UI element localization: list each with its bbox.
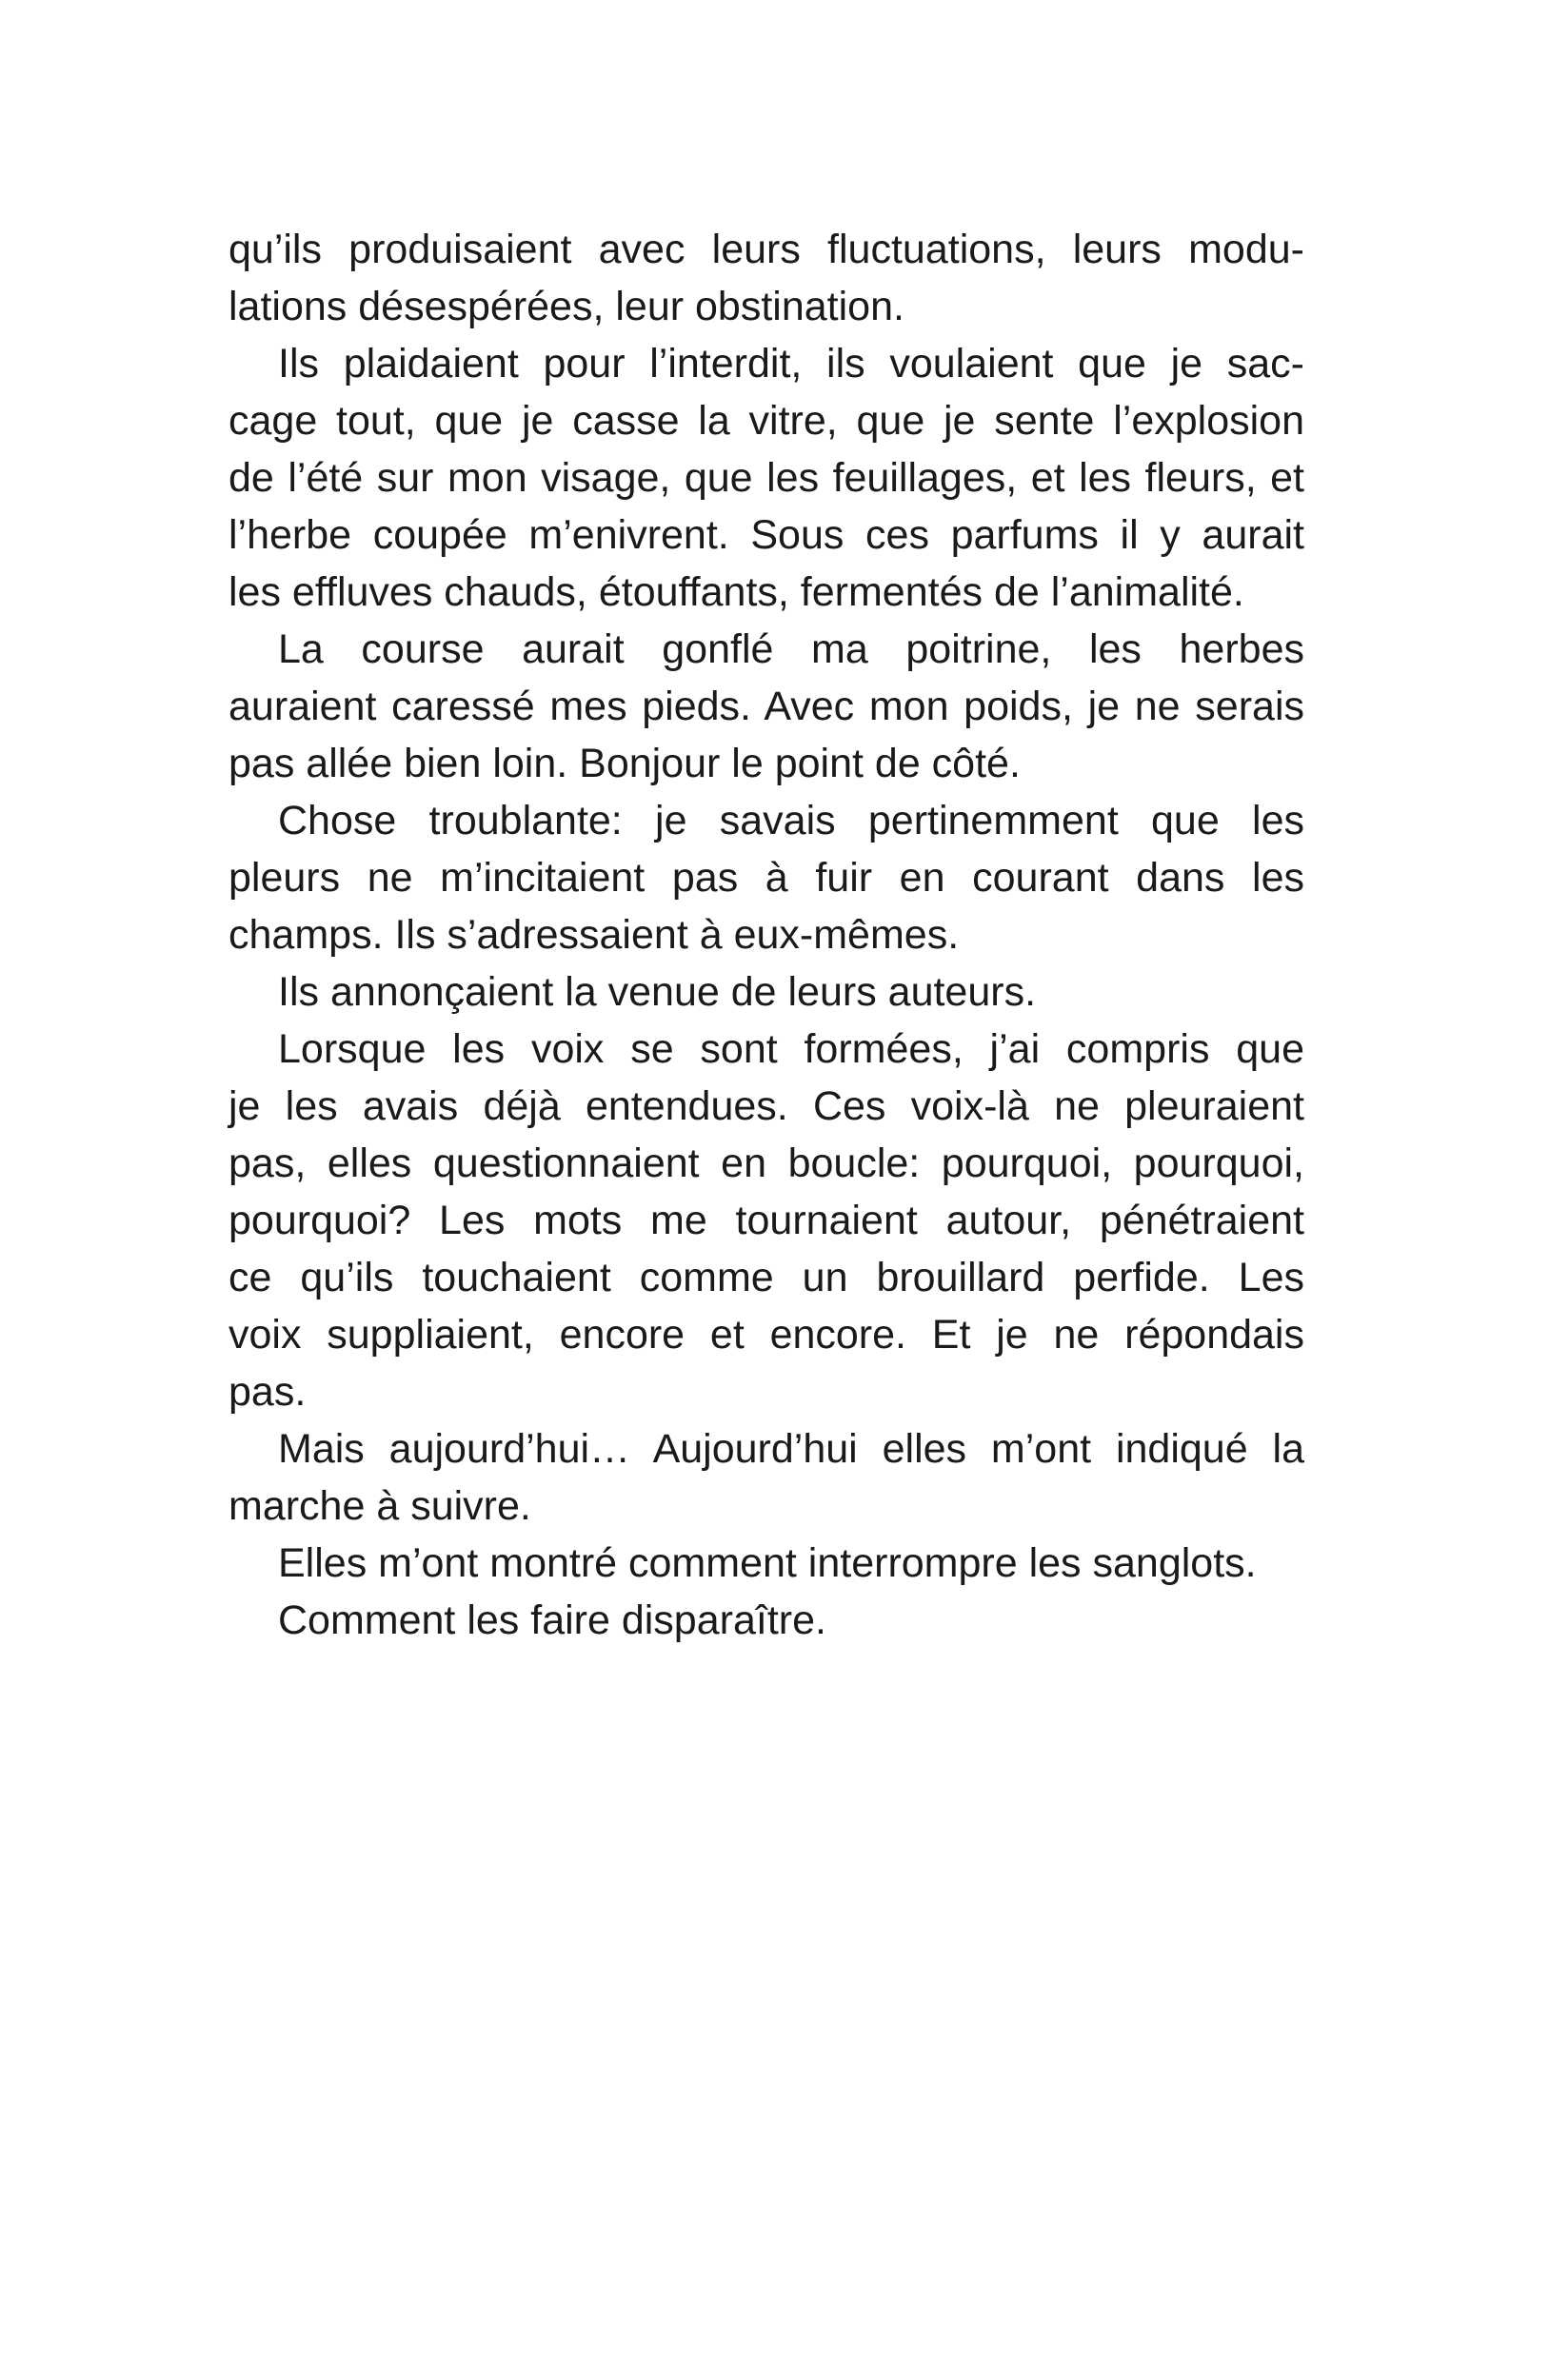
text-line: lations désespérées, leur obstination. — [229, 284, 904, 329]
text-line: Mais aujourd’hui… Aujourd’hui elles m’ont indiqué la — [278, 1426, 1304, 1472]
text-line: pas, elles questionnaient en boucle: pourquoi, pourquoi, — [229, 1140, 1304, 1186]
text-line: pourquoi? Les mots me tournaient autour, pénétraient — [229, 1198, 1304, 1243]
text-line: je les avais déjà entendues. Ces voix-là ne pleuraient — [229, 1083, 1304, 1129]
text-line: voix suppliaient, encore et encore. Et je ne répondais — [229, 1312, 1304, 1358]
text-line: Ils plaidaient pour l’interdit, ils voulaient que je sac- — [278, 341, 1304, 387]
text-line: pas. — [229, 1369, 307, 1415]
body-text — [229, 221, 1304, 1649]
text-line: ce qu’ils touchaient comme un brouillard perfide. Les — [229, 1255, 1304, 1300]
text-line: La course aurait gonflé ma poitrine, les herbes — [278, 626, 1304, 672]
text-line: marche à suivre. — [229, 1483, 531, 1529]
text-line: qu’ils produisaient avec leurs fluctuations, leurs modu- — [229, 227, 1304, 272]
text-line: Elles m’ont montré comment interrompre les sanglots. — [278, 1540, 1257, 1586]
text-line: les effluves chauds, étouffants, fermentés de l’animalité. — [229, 569, 1244, 615]
text-line: auraient caressé mes pieds. Avec mon poids, je ne serais — [229, 684, 1304, 729]
text-line: champs. Ils s’adressaient à eux-mêmes. — [229, 912, 960, 958]
text-line: Comment les faire disparaître. — [278, 1597, 826, 1643]
text-line: l’herbe coupée m’enivrent. Sous ces parfums il y aurait — [229, 512, 1304, 558]
text-line: de l’été sur mon visage, que les feuillages, et les fleurs, et — [229, 455, 1304, 501]
text-line: pleurs ne m’incitaient pas à fuir en courant dans les — [229, 855, 1304, 901]
text-line: pas allée bien loin. Bonjour le point de côté. — [229, 741, 1021, 786]
text-line: Ils annonçaient la venue de leurs auteurs. — [278, 969, 1037, 1015]
text-line: Chose troublante: je savais pertinemment que les — [278, 798, 1304, 843]
text-line: cage tout, que je casse la vitre, que je sente l’explosion — [229, 398, 1304, 444]
text-line: Lorsque les voix se sont formées, j’ai compris que — [278, 1026, 1304, 1072]
